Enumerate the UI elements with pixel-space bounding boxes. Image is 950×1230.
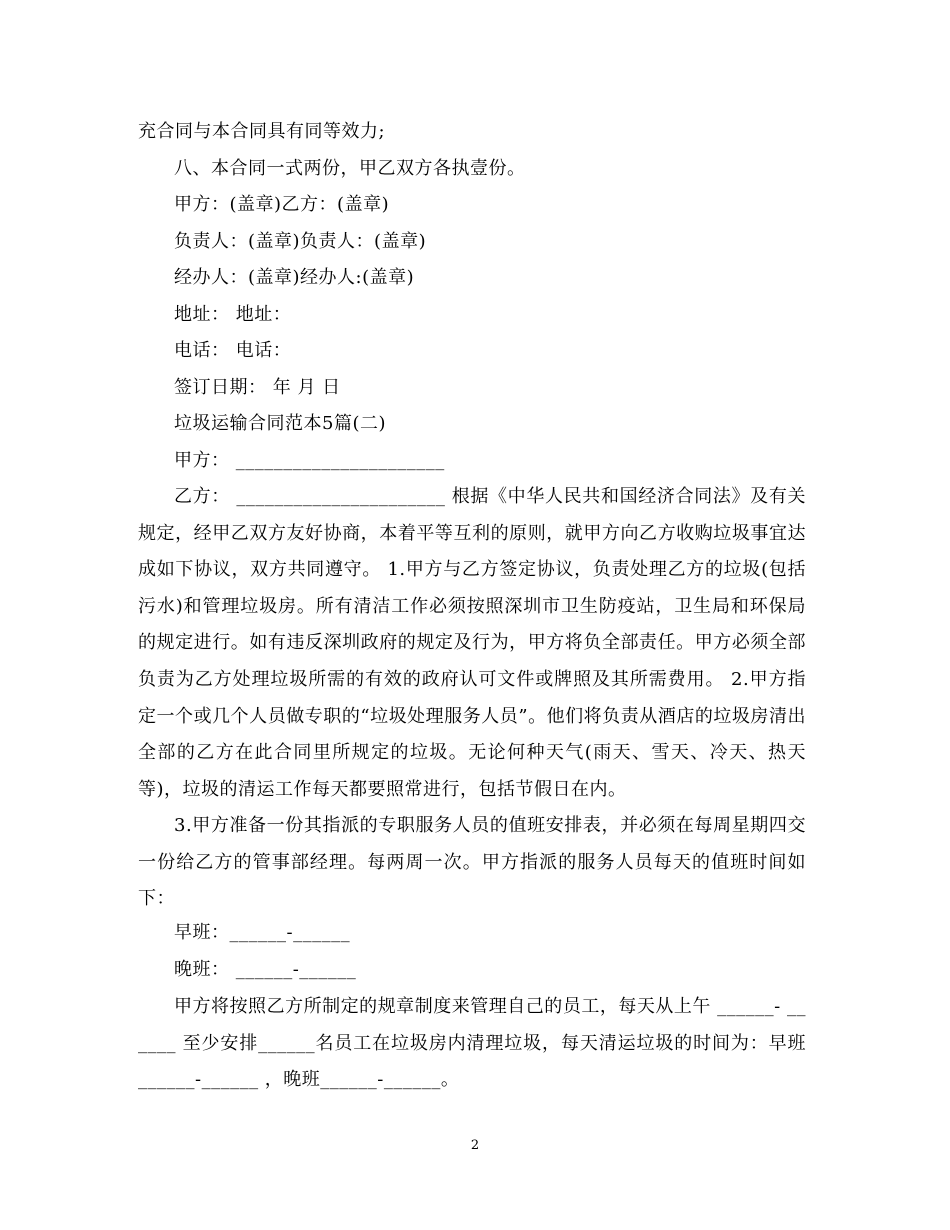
section-heading: 垃圾运输合同范本5篇(二)	[174, 413, 386, 434]
staffing-paragraph: 甲方将按照乙方所制定的规章制度来管理自己的员工，每天从上午 ______- ______ 至少安排______名员工在垃圾房内清理垃圾，每天清运垃圾的时间为：早班 ______-______ ，晚班______-______。	[138, 996, 806, 1091]
seal-responsible-line: 负责人：(盖章)负责人：(盖章)	[174, 231, 427, 252]
seal-handler-line: 经办人：(盖章)经办人:(盖章)	[174, 267, 415, 288]
agreement-paragraph: 乙方： ______________________ 根据《中华人民共和国经济合同法》及有关规定，经甲乙双方友好协商，本着平等互利的原则，就甲方向乙方收购垃圾事宜达成如下协议，双方共同遵守。 1.甲方与乙方签定协议，负责处理乙方的垃圾(包括污水)和管理垃圾房。所有清洁工作必须按照深圳市卫生防疫站，卫生局和环保局的规定进行。如有违反深圳政府的规定及行为，甲方将负全部责任。甲方必须全部负责为乙方处理垃圾所需的有效的政府认可文件或牌照及其所需费用。 2.甲方指定一个或几个人员做专职的“垃圾处理服务人员”。他们将负责从酒店的垃圾房清出全部的乙方在此合同里所规定的垃圾。无论何种天气(雨天、雪天、冷天、热天等)，垃圾的清运工作每天都要照常进行，包括节假日在内。	[138, 486, 806, 800]
phone-line: 电话： 电话：	[174, 340, 292, 361]
party-a-line: 甲方： ______________________	[174, 450, 445, 471]
page-number: 2	[470, 1138, 480, 1153]
seal-party-line: 甲方：(盖章)乙方：(盖章)	[174, 194, 390, 215]
schedule-paragraph: 3.甲方准备一份其指派的专职服务人员的值班安排表，并必须在每周星期四交一份给乙方的管事部经理。每两周一次。甲方指派的服务人员每天的值班时间如下：	[138, 815, 806, 910]
morning-shift-line: 早班：______-______	[174, 922, 351, 943]
sign-date-line: 签订日期： 年 月 日	[174, 377, 341, 398]
clause-eight: 八、本合同一式两份，甲乙双方各执壹份。	[174, 158, 526, 179]
text-line: 充合同与本合同具有同等效力;	[138, 121, 386, 142]
evening-shift-line: 晚班： ______-______	[174, 959, 357, 980]
address-line: 地址： 地址：	[174, 304, 292, 325]
